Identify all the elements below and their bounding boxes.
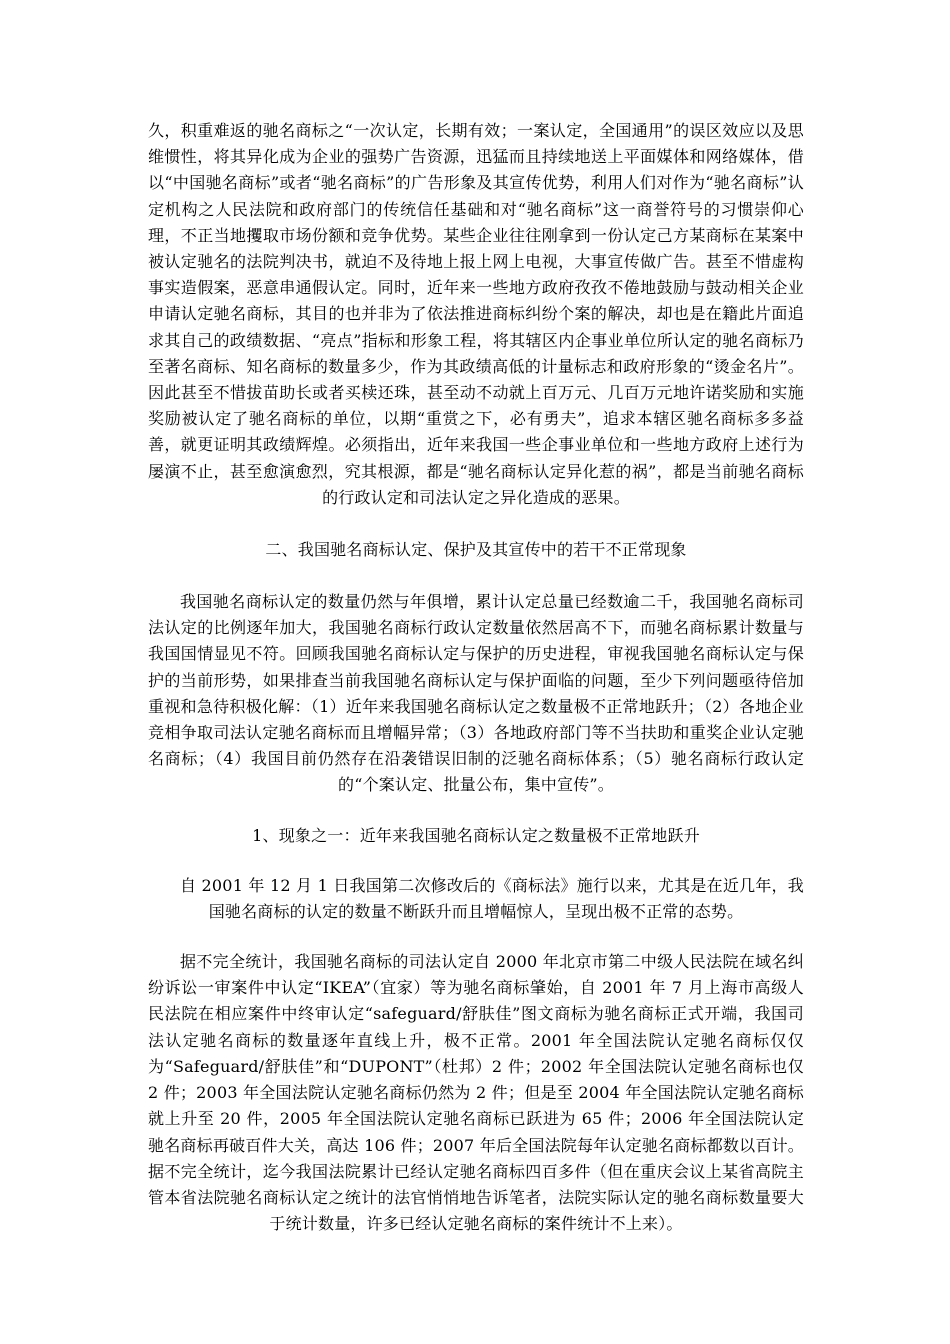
document-page <box>148 118 804 1237</box>
paragraph-spacer <box>148 925 804 949</box>
subsection-heading: 1、现象之一：近年来我国驰名商标认定之数量极不正常地跃升 <box>252 825 700 845</box>
paragraph-spacer <box>148 511 804 537</box>
body-paragraph-1: 久，积重难返的驰名商标之“一次认定，长期有效；一案认定，全国通用”的误区效应以及思维惯性，将其异化成为企业的强势广告资源，迅猛而且持续地送上平面媒体和网络媒体，借以“中国驰名商标”或者“驰名商标”的广告形象及其宣传优势，利用人们对作为“驰名商标”认定机构之人民法院和政府部门的传统信任基础和对“驰名商标”这一商誉符号的习惯崇仰心理，不正当地攫取市场份额和竞争优势。某些企业往往刚拿到一份认定己方某商标在某案中被认定驰名的法院判决书，就迫不及待地上报上网上电视，大事宣传做广告。甚至不惜虚构事实造假案，恶意串通假认定。同时，近年来一些地方政府孜孜不倦地鼓励与鼓动相关企业申请认定驰名商标，其目的也并非为了依法推进商标纠纷个案的解决，却也是在籍此片面追求其自己的政绩数据、“亮点”指标和形象工程，将其辖区内企事业单位所认定的驰名商标乃至著名商标、知名商标的数量多少，作为其政绩高低的计量标志和政府形象的“烫金名片”。因此甚至不惜拔苗助长或者买椟还珠，甚至动不动就上百万元、几百万元地许诺奖励和实施奖励被认定了驰名商标的单位，以期“重赏之下，必有勇夫”，追求本辖区驰名商标多多益善，就更证明其政绩辉煌。必须指出，近年来我国一些企事业单位和一些地方政府上述行为屡演不止，甚至愈演愈烈，究其根源，都是“驰名商标认定异化惹的祸”，都是当前驰名商标的行政认定和司法认定之异化造成的恶果。 <box>148 121 804 507</box>
body-paragraph-2: 我国驰名商标认定的数量仍然与年俱增，累计认定总量已经数逾二千，我国驰名商标司法认定的比例逐年加大，我国驰名商标行政认定数量依然居高不下，而驰名商标累计数量与我国国情显见不符。回顾我国驰名商标认定与保护的历史进程，审视我国驰名商标认定与保护的当前形势，如果排查当前我国驰名商标认定与保护面临的问题，至少下列问题亟待倍加重视和急待积极化解：（1）近年来我国驰名商标认定之数量极不正常地跃升；（2）各地企业竞相争取司法认定驰名商标而且增幅异常；（3）各地政府部门等不当扶助和重奖企业认定驰名商标；（4）我国目前仍然存在沿袭错误旧制的泛驰名商标体系；（5）驰名商标行政认定的“个案认定、批量公布，集中宣传”。 <box>148 592 804 795</box>
body-paragraph-3: 自 2001 年 12 月 1 日我国第二次修改后的《商标法》施行以来，尤其是在近几年，我国驰名商标的认定的数量不断跃升而且增幅惊人，呈现出极不正常的态势。 <box>180 875 804 921</box>
body-paragraph-4: 据不完全统计，我国驰名商标的司法认定自 2000 年北京市第二中级人民法院在域名纠纷诉讼一审案件中认定“IKEA”（宜家）等为驰名商标肇始，自 2001 年 7 月上海市高级人民法院在相应案件中终审认定“safeguard/舒肤佳”图文商标为驰名商标正式开端，我国司法认定驰名商标的数量逐年直线上升，极不正常。2001 年全国法院认定驰名商标仅仅为“Safeguard/舒肤佳”和“DUPONT”（杜邦）2 件；2002 年全国法院认定驰名商标也仅 2 件；2003 年全国法院认定驰名商标仍然为 2 件；但是至 2004 年全国法院认定驰名商标就上升至 20 件，2005 年全国法院认定驰名商标已跃进为 65 件；2006 年全国法院认定驰名商标再破百件大关，高达 106 件；2007 年后全国法院每年认定驰名商标都数以百计。据不完全统计，迄今我国法院累计已经认定驰名商标四百多件（但在重庆会议上某省高院主管本省法院驰名商标认定之统计的法官悄悄地告诉笔者，法院实际认定的驰名商标数量要大于统计数量，许多已经认定驰名商标的案件统计不上来）。 <box>148 952 804 1234</box>
paragraph-spacer <box>148 563 804 589</box>
section-heading: 二、我国驰名商标认定、保护及其宣传中的若干不正常现象 <box>265 540 687 560</box>
paragraph-spacer <box>148 799 804 823</box>
paragraph-spacer <box>148 849 804 873</box>
